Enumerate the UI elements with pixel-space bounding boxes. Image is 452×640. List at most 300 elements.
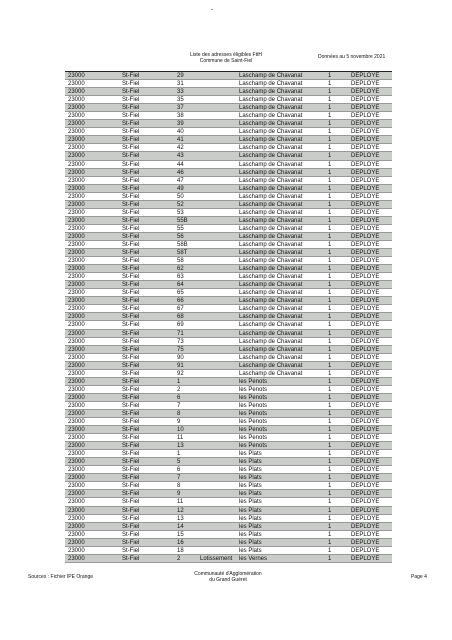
table-row: [65, 394, 392, 402]
city-cell: St-Fiel: [122, 539, 140, 546]
table-row: [65, 273, 392, 281]
data-date: Données au 5 novembre 2021: [318, 54, 386, 60]
street-name-cell: Laschamp de Chavanat: [239, 370, 303, 377]
street-number-cell: 39: [177, 121, 184, 128]
city-cell: St-Fiel: [122, 81, 140, 88]
street-name-cell: les Penots: [239, 410, 268, 417]
count-cell: 1: [328, 217, 332, 224]
status-cell: DEPLOYE: [351, 467, 380, 474]
postal-code-cell: 23000: [68, 225, 85, 232]
status-cell: DEPLOYE: [351, 555, 380, 562]
street-name-cell: Laschamp de Chavanat: [239, 209, 303, 216]
city-cell: St-Fiel: [122, 451, 140, 458]
status-cell: DEPLOYE: [351, 290, 380, 297]
status-cell: DEPLOYE: [351, 145, 380, 152]
street-number-cell: 68: [177, 314, 184, 321]
table-row: [65, 458, 392, 466]
status-cell: DEPLOYE: [351, 539, 380, 546]
city-cell: St-Fiel: [122, 402, 140, 409]
status-cell: DEPLOYE: [351, 97, 380, 104]
status-cell: DEPLOYE: [351, 274, 380, 281]
status-cell: DEPLOYE: [351, 169, 380, 176]
postal-code-cell: 23000: [68, 338, 85, 345]
postal-code-cell: 23000: [68, 81, 85, 88]
count-cell: 1: [328, 378, 332, 385]
street-number-cell: 49: [177, 185, 184, 192]
status-cell: DEPLOYE: [351, 217, 380, 224]
city-cell: St-Fiel: [122, 145, 140, 152]
street-number-cell: 13: [177, 515, 184, 522]
postal-code-cell: 23000: [68, 121, 85, 128]
street-name-cell: Laschamp de Chavanat: [239, 89, 303, 96]
status-cell: DEPLOYE: [351, 137, 380, 144]
status-cell: DEPLOYE: [351, 419, 380, 426]
table-row: [65, 249, 392, 257]
table-row: [65, 201, 392, 209]
count-cell: 1: [328, 185, 332, 192]
postal-code-cell: 23000: [68, 266, 85, 273]
status-cell: DEPLOYE: [351, 266, 380, 273]
count-cell: 1: [328, 209, 332, 216]
table-row: [65, 128, 392, 136]
count-cell: 1: [328, 491, 332, 498]
city-cell: St-Fiel: [122, 459, 140, 466]
street-name-cell: Laschamp de Chavanat: [239, 362, 303, 369]
count-cell: 1: [328, 435, 332, 442]
city-cell: St-Fiel: [122, 531, 140, 538]
city-cell: St-Fiel: [122, 113, 140, 120]
street-number-cell: 40: [177, 129, 184, 136]
city-cell: St-Fiel: [122, 330, 140, 337]
status-cell: DEPLOYE: [351, 394, 380, 401]
table-row: [65, 466, 392, 474]
postal-code-cell: 23000: [68, 539, 85, 546]
city-cell: St-Fiel: [122, 129, 140, 136]
status-cell: DEPLOYE: [351, 241, 380, 248]
street-number-cell: 10: [177, 427, 184, 434]
city-cell: St-Fiel: [122, 282, 140, 289]
street-name-cell: les Plats: [239, 507, 262, 514]
footer-sources: Sources : Fichier IPE Orange: [28, 574, 94, 580]
table-row: [65, 193, 392, 201]
count-cell: 1: [328, 483, 332, 490]
status-cell: DEPLOYE: [351, 475, 380, 482]
postal-code-cell: 23000: [68, 435, 85, 442]
city-cell: St-Fiel: [122, 475, 140, 482]
footer-org-line-2: du Grand Guéret: [209, 577, 247, 583]
city-cell: St-Fiel: [122, 201, 140, 208]
city-cell: St-Fiel: [122, 547, 140, 554]
postal-code-cell: 23000: [68, 105, 85, 112]
count-cell: 1: [328, 306, 332, 313]
street-number-cell: 11: [177, 435, 184, 442]
status-cell: DEPLOYE: [351, 73, 380, 79]
footer-organization: [158, 571, 298, 583]
status-cell: DEPLOYE: [351, 185, 380, 192]
street-number-cell: 44: [177, 161, 184, 168]
city-cell: St-Fiel: [122, 250, 140, 257]
street-number-cell: 73: [177, 338, 184, 345]
street-number-cell: 43: [177, 153, 184, 160]
street-name-cell: Laschamp de Chavanat: [239, 169, 303, 176]
postal-code-cell: 23000: [68, 410, 85, 417]
table-row: [65, 330, 392, 338]
city-cell: St-Fiel: [122, 258, 140, 265]
count-cell: 1: [328, 274, 332, 281]
count-cell: 1: [328, 145, 332, 152]
street-name-cell: les Plats: [239, 459, 262, 466]
status-cell: DEPLOYE: [351, 378, 380, 385]
street-name-cell: Laschamp de Chavanat: [239, 274, 303, 281]
status-cell: DEPLOYE: [351, 129, 380, 136]
street-name-cell: les Penots: [239, 378, 268, 385]
city-cell: St-Fiel: [122, 241, 140, 248]
table-row: [65, 523, 392, 531]
scan-speck: [211, 9, 213, 10]
street-name-cell: les Plats: [239, 491, 262, 498]
city-cell: St-Fiel: [122, 121, 140, 128]
status-cell: DEPLOYE: [351, 209, 380, 216]
street-number-cell: 11: [177, 499, 184, 506]
city-cell: St-Fiel: [122, 225, 140, 232]
count-cell: 1: [328, 298, 332, 305]
postal-code-cell: 23000: [68, 394, 85, 401]
count-cell: 1: [328, 113, 332, 120]
city-cell: St-Fiel: [122, 491, 140, 498]
city-cell: St-Fiel: [122, 410, 140, 417]
street-number-cell: 52: [177, 201, 184, 208]
street-name-cell: Laschamp de Chavanat: [239, 225, 303, 232]
city-cell: St-Fiel: [122, 435, 140, 442]
street-number-cell: 29: [177, 73, 184, 79]
city-cell: St-Fiel: [122, 370, 140, 377]
count-cell: 1: [328, 81, 332, 88]
status-cell: DEPLOYE: [351, 258, 380, 265]
postal-code-cell: 23000: [68, 515, 85, 522]
table-row: [65, 241, 392, 249]
table-row: [65, 555, 392, 563]
city-cell: St-Fiel: [122, 523, 140, 530]
postal-code-cell: 23000: [68, 427, 85, 434]
count-cell: 1: [328, 362, 332, 369]
count-cell: 1: [328, 137, 332, 144]
status-cell: DEPLOYE: [351, 386, 380, 393]
street-name-cell: les Plats: [239, 475, 262, 482]
street-number-cell: 7: [177, 475, 181, 482]
count-cell: 1: [328, 539, 332, 546]
table-row: [65, 410, 392, 418]
city-cell: St-Fiel: [122, 89, 140, 96]
postal-code-cell: 23000: [68, 233, 85, 240]
postal-code-cell: 23000: [68, 306, 85, 313]
count-cell: 1: [328, 282, 332, 289]
street-number-cell: 33: [177, 89, 184, 96]
table-row: [65, 209, 392, 217]
street-number-cell: 5: [177, 459, 181, 466]
street-name-cell: les Plats: [239, 467, 262, 474]
count-cell: 1: [328, 250, 332, 257]
count-cell: 1: [328, 443, 332, 450]
city-cell: St-Fiel: [122, 507, 140, 514]
street-number-cell: 67: [177, 306, 184, 313]
table-row: [65, 225, 392, 233]
table-row: [65, 386, 392, 394]
street-name-cell: les Plats: [239, 547, 262, 554]
street-name-cell: les Plats: [239, 499, 262, 506]
status-cell: DEPLOYE: [351, 435, 380, 442]
count-cell: 1: [328, 169, 332, 176]
street-number-cell: 56: [177, 233, 184, 240]
status-cell: DEPLOYE: [351, 507, 380, 514]
postal-code-cell: 23000: [68, 201, 85, 208]
status-cell: DEPLOYE: [351, 362, 380, 369]
city-cell: St-Fiel: [122, 73, 140, 79]
count-cell: 1: [328, 402, 332, 409]
street-name-cell: les Plats: [239, 451, 262, 458]
status-cell: DEPLOYE: [351, 201, 380, 208]
street-name-cell: les Plats: [239, 483, 262, 490]
street-name-cell: Laschamp de Chavanat: [239, 105, 303, 112]
address-complement-cell: Lotissement: [200, 555, 233, 562]
postal-code-cell: 23000: [68, 330, 85, 337]
street-name-cell: Laschamp de Chavanat: [239, 177, 303, 184]
street-number-cell: 58T: [177, 250, 188, 257]
street-number-cell: 65: [177, 290, 184, 297]
count-cell: 1: [328, 201, 332, 208]
street-name-cell: Laschamp de Chavanat: [239, 153, 303, 160]
street-name-cell: les Penots: [239, 402, 268, 409]
count-cell: 1: [328, 547, 332, 554]
status-cell: DEPLOYE: [351, 499, 380, 506]
city-cell: St-Fiel: [122, 499, 140, 506]
title-line-1: Liste des adresses éligibles FttH: [190, 52, 262, 58]
street-name-cell: les Vernes: [239, 555, 268, 562]
city-cell: St-Fiel: [122, 97, 140, 104]
street-number-cell: 9: [177, 419, 181, 426]
city-cell: St-Fiel: [122, 185, 140, 192]
city-cell: St-Fiel: [122, 169, 140, 176]
table-row: [65, 321, 392, 329]
postal-code-cell: 23000: [68, 298, 85, 305]
street-number-cell: 16: [177, 539, 184, 546]
count-cell: 1: [328, 338, 332, 345]
postal-code-cell: 23000: [68, 499, 85, 506]
city-cell: St-Fiel: [122, 378, 140, 385]
table-row: [65, 338, 392, 346]
street-number-cell: 75: [177, 346, 184, 353]
street-name-cell: Laschamp de Chavanat: [239, 193, 303, 200]
count-cell: 1: [328, 459, 332, 466]
city-cell: St-Fiel: [122, 322, 140, 329]
city-cell: St-Fiel: [122, 274, 140, 281]
postal-code-cell: 23000: [68, 153, 85, 160]
count-cell: 1: [328, 346, 332, 353]
postal-code-cell: 23000: [68, 185, 85, 192]
page-number: Page 4: [411, 574, 427, 580]
status-cell: DEPLOYE: [351, 282, 380, 289]
table-row: [65, 313, 392, 321]
count-cell: 1: [328, 531, 332, 538]
status-cell: DEPLOYE: [351, 531, 380, 538]
street-name-cell: Laschamp de Chavanat: [239, 129, 303, 136]
street-number-cell: 6: [177, 394, 181, 401]
postal-code-cell: 23000: [68, 491, 85, 498]
city-cell: St-Fiel: [122, 419, 140, 426]
count-cell: 1: [328, 314, 332, 321]
street-number-cell: 55: [177, 225, 184, 232]
title-line-2: Commune de Saint-Fiel: [199, 58, 253, 64]
postal-code-cell: 23000: [68, 113, 85, 120]
street-number-cell: 91: [177, 362, 184, 369]
city-cell: St-Fiel: [122, 105, 140, 112]
count-cell: 1: [328, 523, 332, 530]
street-name-cell: les Plats: [239, 531, 262, 538]
street-number-cell: 64: [177, 282, 184, 289]
street-name-cell: Laschamp de Chavanat: [239, 145, 303, 152]
street-name-cell: les Penots: [239, 419, 268, 426]
count-cell: 1: [328, 467, 332, 474]
street-name-cell: les Penots: [239, 443, 268, 450]
street-number-cell: 58B: [177, 241, 188, 248]
count-cell: 1: [328, 354, 332, 361]
count-cell: 1: [328, 266, 332, 273]
street-number-cell: 31: [177, 81, 184, 88]
table-row: [65, 281, 392, 289]
street-name-cell: Laschamp de Chavanat: [239, 73, 303, 79]
street-number-cell: 37: [177, 105, 184, 112]
postal-code-cell: 23000: [68, 386, 85, 393]
street-name-cell: Laschamp de Chavanat: [239, 258, 303, 265]
count-cell: 1: [328, 153, 332, 160]
street-name-cell: Laschamp de Chavanat: [239, 241, 303, 248]
table-row: [65, 362, 392, 370]
city-cell: St-Fiel: [122, 354, 140, 361]
status-cell: DEPLOYE: [351, 451, 380, 458]
postal-code-cell: 23000: [68, 467, 85, 474]
postal-code-cell: 23000: [68, 290, 85, 297]
street-number-cell: 47: [177, 177, 184, 184]
street-name-cell: Laschamp de Chavanat: [239, 113, 303, 120]
count-cell: 1: [328, 121, 332, 128]
table-row: [65, 378, 392, 386]
status-cell: DEPLOYE: [351, 459, 380, 466]
city-cell: St-Fiel: [122, 217, 140, 224]
status-cell: DEPLOYE: [351, 81, 380, 88]
footer-org-line-1: Communauté d'Agglomération: [194, 571, 262, 577]
street-number-cell: 6: [177, 467, 181, 474]
street-name-cell: Laschamp de Chavanat: [239, 201, 303, 208]
status-cell: DEPLOYE: [351, 523, 380, 530]
count-cell: 1: [328, 322, 332, 329]
status-cell: DEPLOYE: [351, 330, 380, 337]
street-number-cell: 35: [177, 97, 184, 104]
table-row: [65, 434, 392, 442]
count-cell: 1: [328, 370, 332, 377]
city-cell: St-Fiel: [122, 443, 140, 450]
count-cell: 1: [328, 290, 332, 297]
street-name-cell: les Penots: [239, 386, 268, 393]
postal-code-cell: 23000: [68, 402, 85, 409]
document-title: [150, 52, 302, 64]
table-row: [65, 539, 392, 547]
city-cell: St-Fiel: [122, 153, 140, 160]
street-number-cell: 18: [177, 547, 184, 554]
street-number-cell: 14: [177, 523, 184, 530]
street-name-cell: Laschamp de Chavanat: [239, 338, 303, 345]
postal-code-cell: 23000: [68, 169, 85, 176]
postal-code-cell: 23000: [68, 145, 85, 152]
table-row: [65, 88, 392, 96]
street-name-cell: Laschamp de Chavanat: [239, 330, 303, 337]
table-row: [65, 442, 392, 450]
street-name-cell: Laschamp de Chavanat: [239, 354, 303, 361]
postal-code-cell: 23000: [68, 523, 85, 530]
city-cell: St-Fiel: [122, 266, 140, 273]
postal-code-cell: 23000: [68, 507, 85, 514]
status-cell: DEPLOYE: [351, 410, 380, 417]
street-number-cell: 58: [177, 258, 184, 265]
postal-code-cell: 23000: [68, 193, 85, 200]
table-row: [65, 144, 392, 152]
count-cell: 1: [328, 73, 332, 79]
count-cell: 1: [328, 97, 332, 104]
status-cell: DEPLOYE: [351, 491, 380, 498]
street-number-cell: 8: [177, 410, 181, 417]
count-cell: 1: [328, 515, 332, 522]
status-cell: DEPLOYE: [351, 121, 380, 128]
count-cell: 1: [328, 451, 332, 458]
status-cell: DEPLOYE: [351, 483, 380, 490]
postal-code-cell: 23000: [68, 443, 85, 450]
status-cell: DEPLOYE: [351, 370, 380, 377]
postal-code-cell: 23000: [68, 531, 85, 538]
postal-code-cell: 23000: [68, 274, 85, 281]
table-row: [65, 498, 392, 506]
city-cell: St-Fiel: [122, 298, 140, 305]
status-cell: DEPLOYE: [351, 89, 380, 96]
postal-code-cell: 23000: [68, 258, 85, 265]
street-number-cell: 2: [177, 555, 181, 562]
city-cell: St-Fiel: [122, 137, 140, 144]
street-name-cell: Laschamp de Chavanat: [239, 298, 303, 305]
city-cell: St-Fiel: [122, 209, 140, 216]
table-row: [65, 490, 392, 498]
count-cell: 1: [328, 233, 332, 240]
postal-code-cell: 23000: [68, 89, 85, 96]
status-cell: DEPLOYE: [351, 443, 380, 450]
postal-code-cell: 23000: [68, 250, 85, 257]
status-cell: DEPLOYE: [351, 515, 380, 522]
street-number-cell: 13: [177, 443, 184, 450]
count-cell: 1: [328, 475, 332, 482]
street-number-cell: 63: [177, 274, 184, 281]
count-cell: 1: [328, 225, 332, 232]
postal-code-cell: 23000: [68, 547, 85, 554]
count-cell: 1: [328, 410, 332, 417]
street-name-cell: Laschamp de Chavanat: [239, 233, 303, 240]
table-row: [65, 112, 392, 120]
postal-code-cell: 23000: [68, 314, 85, 321]
table-row: [65, 265, 392, 273]
table-row: [65, 354, 392, 362]
street-name-cell: Laschamp de Chavanat: [239, 266, 303, 273]
postal-code-cell: 23000: [68, 241, 85, 248]
city-cell: St-Fiel: [122, 483, 140, 490]
street-name-cell: les Plats: [239, 539, 262, 546]
street-name-cell: Laschamp de Chavanat: [239, 97, 303, 104]
postal-code-cell: 23000: [68, 129, 85, 136]
postal-code-cell: 23000: [68, 362, 85, 369]
